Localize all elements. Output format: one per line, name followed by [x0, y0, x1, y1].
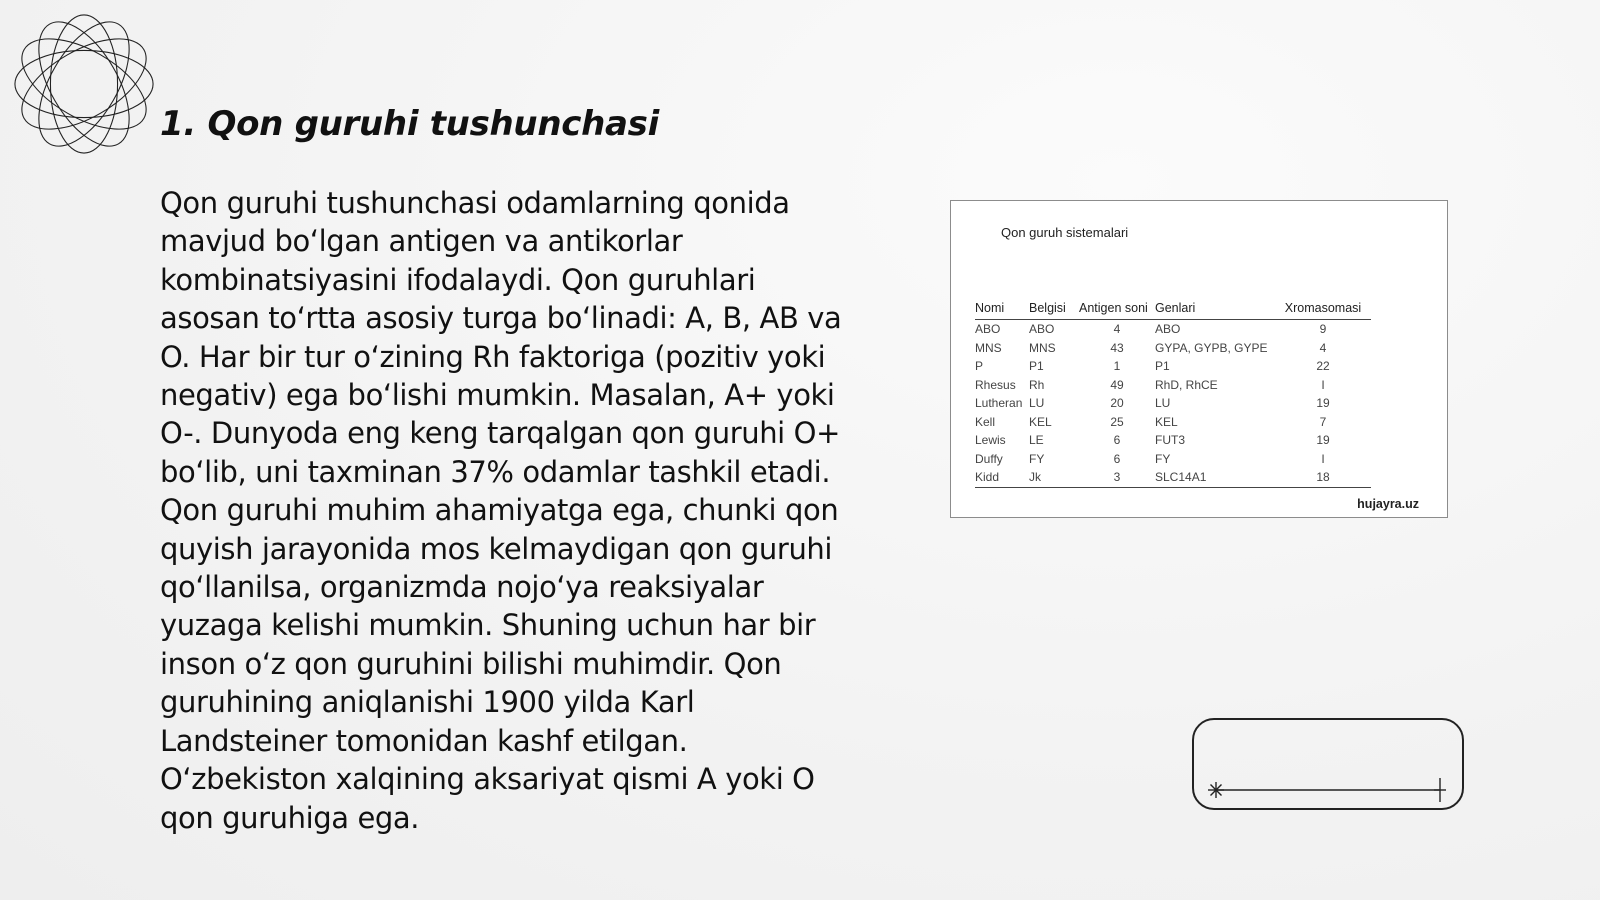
cell-belgisi: Jk [1029, 468, 1079, 487]
cell-genlari: FY [1155, 451, 1171, 466]
blood-group-table-image [950, 200, 1448, 518]
cell-belgisi: LU [1029, 396, 1045, 411]
table-row [975, 376, 1371, 395]
cell-antigen-soni: 49 [1110, 377, 1124, 392]
cell-nomi: ABO [975, 322, 1001, 337]
table-caption: Qon guruh sistemalari [1001, 225, 1129, 240]
cell-xromasomasi: 19 [1316, 396, 1330, 411]
cell-xromasomasi: 19 [1316, 433, 1330, 448]
table-row [975, 450, 1371, 469]
header-antigen-soni: Antigen soni [1079, 301, 1155, 320]
cell-antigen-soni: 6 [1113, 451, 1121, 466]
table-row [975, 413, 1371, 432]
decorative-line [1194, 720, 1466, 812]
cell-belgisi: LE [1029, 433, 1044, 448]
cell-genlari: SLC14A1 [1155, 468, 1275, 487]
spirograph-ornament-icon [10, 10, 158, 158]
cell-xromasomasi: 4 [1319, 340, 1327, 355]
table-row [975, 320, 1371, 339]
cell-antigen-soni: 25 [1110, 414, 1124, 429]
cell-nomi: Duffy [975, 451, 1003, 466]
slide-title: 1. Qon guruhi tushunchasi [160, 104, 659, 144]
cell-belgisi: P1 [1029, 359, 1044, 374]
cell-nomi: Lutheran [975, 396, 1023, 411]
cell-xromasomasi: 18 [1275, 468, 1371, 487]
cell-xromasomasi: 7 [1319, 414, 1327, 429]
cell-antigen-soni: 1 [1113, 359, 1121, 374]
cell-genlari: ABO [1155, 322, 1181, 337]
cell-antigen-soni: 43 [1110, 340, 1124, 355]
cell-nomi: Lewis [975, 433, 1006, 448]
cell-nomi: P [975, 359, 984, 374]
cell-belgisi: FY [1029, 451, 1045, 466]
table-row [975, 468, 1371, 487]
decorative-frame [1192, 718, 1464, 810]
sparkle-icon [1208, 782, 1224, 798]
cell-xromasomasi: I [1321, 451, 1325, 466]
cell-genlari: GYPA, GYPB, GYPE [1155, 340, 1268, 355]
cell-belgisi: ABO [1029, 322, 1055, 337]
cell-xromasomasi: 9 [1319, 322, 1327, 337]
cell-belgisi: KEL [1029, 414, 1052, 429]
cell-xromasomasi: 22 [1316, 359, 1330, 374]
cell-nomi: Kidd [975, 468, 1029, 487]
cell-genlari: LU [1155, 396, 1171, 411]
cell-nomi: Rhesus [975, 377, 1016, 392]
cell-antigen-soni: 3 [1079, 468, 1155, 487]
body-paragraph: Qon guruhi tushunchasi odamlarning qonida mavjud boʻlgan antigen va antikorlar kombinatsiyasini ifodalaydi. Qon guruhlari asosan toʻrtta asosiy turga boʻlinadi: A, B, AB va O. Har bir tur oʻzining Rh faktoriga (pozitiv yoki negativ) ega boʻlishi mumkin. Masalan, A+ yoki O-. Dunyoda eng keng tarqalgan qon guruhi O+ boʻlib, uni taxminan 37% odamlar tashkil etadi. Qon guruhi muhim ahamiyatga ega, chunki qon quyish jarayonida mos kelmaydigan qon guruhi qoʻllanilsa, organizmda nojoʻya reaksiyalar yuzaga kelishi mumkin. Shuning uchun har bir inson oʻz qon guruhini bilishi muhimdir. Qon guruhining aniqlanishi 1900 yilda Karl Landsteiner tomonidan kashf etilgan. Oʻzbekiston xalqining aksariyat qismi A yoki O qon guruhiga ega. [160, 186, 842, 835]
header-belgisi: Belgisi [1029, 301, 1079, 320]
cell-antigen-soni: 4 [1113, 322, 1121, 337]
table-source-label: hujayra.uz [1357, 497, 1419, 511]
cell-antigen-soni: 20 [1110, 396, 1124, 411]
header-genlari: Genlari [1155, 301, 1275, 320]
cell-genlari: FUT3 [1155, 433, 1185, 448]
cell-xromasomasi: I [1321, 377, 1325, 392]
table-header-row [975, 301, 1371, 320]
blood-group-table [975, 301, 1371, 488]
plus-star-icon [1434, 778, 1446, 802]
cell-nomi: MNS [975, 340, 1002, 355]
cell-antigen-soni: 6 [1113, 433, 1121, 448]
cell-genlari: RhD, RhCE [1155, 377, 1218, 392]
cell-belgisi: MNS [1029, 340, 1056, 355]
cell-genlari: P1 [1155, 359, 1170, 374]
cell-genlari: KEL [1155, 414, 1178, 429]
cell-nomi: Kell [975, 414, 996, 429]
table-row [975, 357, 1371, 376]
table-row [975, 339, 1371, 358]
table-row [975, 431, 1371, 450]
header-xromasomasi: Xromasomasi [1275, 301, 1371, 320]
cell-belgisi: Rh [1029, 377, 1045, 392]
table-row [975, 394, 1371, 413]
header-nomi: Nomi [975, 301, 1029, 320]
